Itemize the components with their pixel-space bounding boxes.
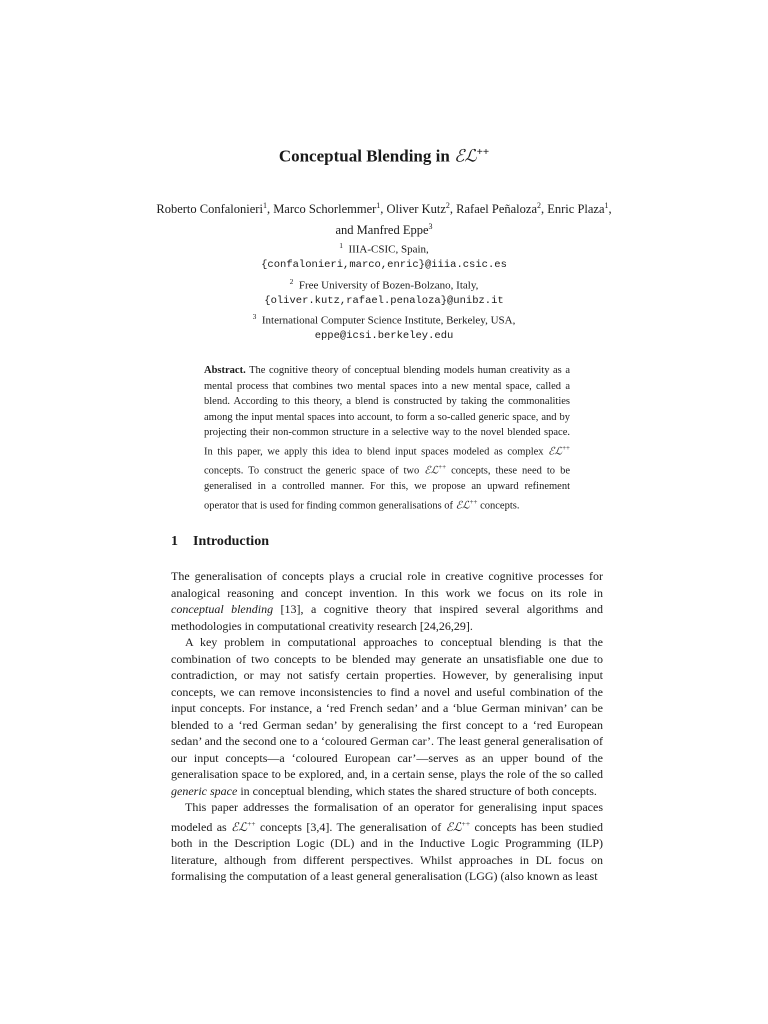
affiliation-3-email: eppe@icsi.berkeley.edu xyxy=(314,330,454,343)
section-heading xyxy=(171,534,269,550)
paragraph: The generalisation of concepts plays a crucial role in creative cognitive processes for analogical reasoning and concept invention. In this work we focus on its role in conceptual blending [13], a cognitive theory that inspired several algorithms and methodologies in computational creativity research [24,26,29]. xyxy=(171,569,604,633)
section-number: 1 xyxy=(171,534,178,549)
paragraph: A key problem in computational approaches to conceptual blending is that the combination of two concepts to be blended may generate an unsatisfiable one due to contradiction, or may not satisfy certain properties. However, by generalising input concepts, we can remove inconsistencies to find a novel and useful combination of the input concepts. For instance, a ‘red French sedan’ and a ‘blue German minivan’ can be blended to a ‘red German sedan’ by generalising the first concept to a ‘red European sedan’ and the second one to a ‘coloured German car’. The least general generalisation of our input concepts—a ‘coloured European car’—serves as an upper bound of the generalisation space to be explored, and, in a certain sense, plays the role of the so called generic space in conceptual blending, which states the shared structure of both concepts. xyxy=(171,635,603,798)
author: Rafael Peñaloza$^2$, xyxy=(456,201,548,217)
affiliation-1-email: {confalonieri,marco,enric}@iiia.csic.es xyxy=(261,259,507,272)
affiliation-2-email: {oliver.kutz,rafael.penaloza}@unibz.it xyxy=(264,294,504,307)
affiliation-1: $^1$ IIIA-CSIC, Spain, xyxy=(339,241,429,256)
affiliations xyxy=(0,238,768,345)
abstract: Abstract. The cognitive theory of conceptual blending models human creativity as a mental process that combines two mental spaces into a new mental space, called a blend. According to this theory, a blend is constructed by taking the commonalities among the input mental spaces into account, to form a so-called generic space, and by projecting their non-common structure in a selective way to the novel blended space. In this paper, we apply this idea to blend input spaces modeled as complex ℰℒ++ concepts. To construct the generic space of two ℰℒ++ concepts, these need to be generalised in a controlled manner. For this, we propose an upward refinement operator that is used for finding common generalisations of ℰℒ++ concepts. xyxy=(204,365,570,512)
author: Roberto Confalonieri$^1$, xyxy=(156,201,274,217)
author-list xyxy=(150,197,618,239)
author: Manfred Eppe$^3$ xyxy=(356,222,433,238)
affiliation-2: $^2$ Free University of Bozen-Bolzano, Italy, xyxy=(289,276,479,292)
title-logic-sup: ++ xyxy=(476,146,490,158)
section-title: Introduction xyxy=(193,534,269,549)
title-logic-name: ℰℒ xyxy=(454,146,477,167)
paragraph: This paper addresses the formalisation of an operator for generalising input spaces modeled as ℰℒ++ concepts [3,4]. The generalisation of ℰℒ++ concepts has been studied both in the Description Logic (DL) and in the Inductive Logic Programming (ILP) literature, although from different perspectives. Whilst approaches in DL focus on formalising the computation of a least general generalisation (LGG) (also known as least xyxy=(171,800,603,883)
affiliation-3: $^3$ International Computer Science Institute, Berkeley, USA, xyxy=(252,312,516,327)
paper-title xyxy=(0,146,768,167)
author: Marco Schorlemmer$^1$, xyxy=(273,201,387,217)
title-text: Conceptual Blending in xyxy=(278,146,450,166)
introduction-body xyxy=(171,568,603,885)
author: Enric Plaza$^1$, and xyxy=(335,201,612,238)
abstract-label: Abstract. xyxy=(204,365,246,376)
author: Oliver Kutz$^2$, xyxy=(386,201,457,217)
